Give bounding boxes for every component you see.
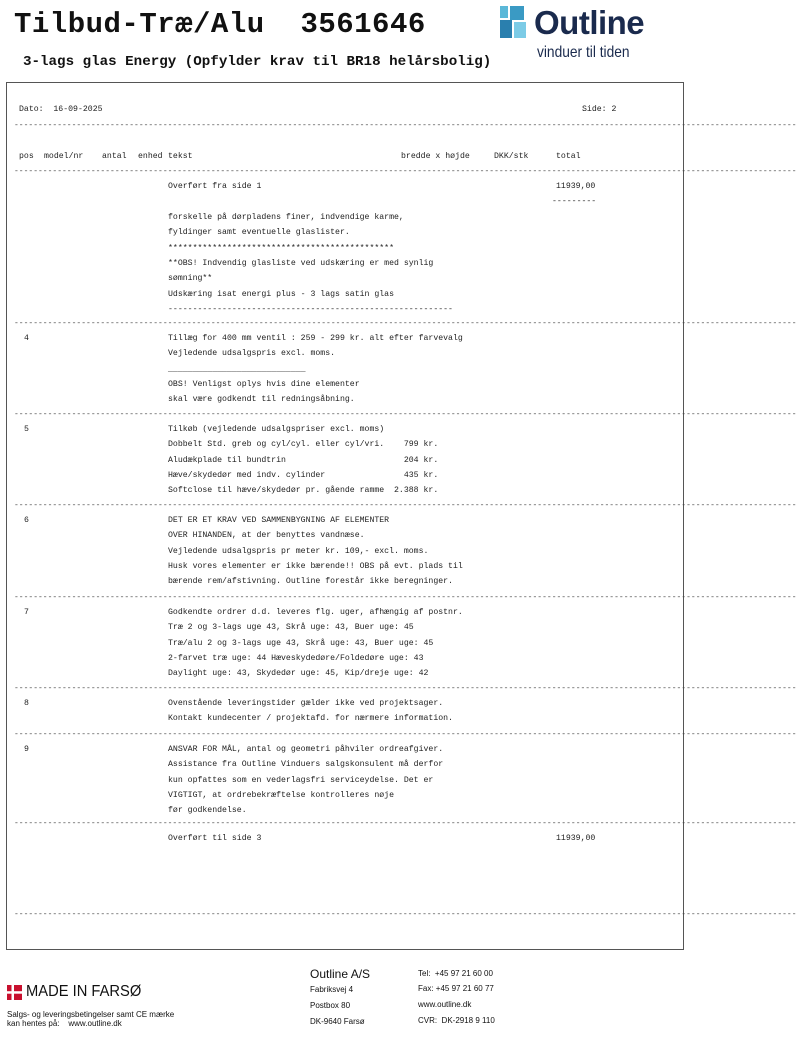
col-header-tekst: tekst: [168, 152, 193, 161]
text-line: **OBS! Indvendig glasliste ved udskæring er med synlig: [168, 258, 434, 268]
item-pos: 8: [24, 699, 29, 708]
website-link[interactable]: www.outline.dk: [418, 1000, 472, 1009]
phone-number: Tel: +45 97 21 60 00: [418, 969, 493, 978]
item-text-line: VIGTIGT, at ordrebekræftelse kontrolleres nøje: [168, 790, 395, 800]
terms-line-2: kan hentes på: www.outline.dk: [7, 1019, 122, 1028]
item-pos: 4: [24, 334, 29, 343]
address-line-2: Postbox 80: [310, 1001, 351, 1010]
window-squares-icon: [500, 6, 530, 40]
item-text-line: OBS! Venligst oplys hvis dine elementer: [168, 379, 360, 389]
col-header-total: total: [556, 152, 581, 161]
carried-to-label: Overført til side 3: [168, 834, 262, 843]
made-in-label: MADE IN FARSØ: [26, 983, 142, 1000]
item-text-line: Tilkøb (vejledende udsalgspriser excl. moms): [168, 425, 385, 434]
col-header-dkk: DKK/stk: [494, 152, 529, 161]
separator-line: -------------------------------------------------------------------------------------------------------------------------------------------------------------------: [14, 684, 797, 693]
item-text-line: Ovenstående leveringstider gælder ikke ved projektsager.: [168, 699, 444, 708]
text-line: forskelle på dørpladens finer, indvendige karme,: [168, 213, 404, 222]
cvr-number: CVR: DK-2918 9 110: [418, 1016, 495, 1025]
item-text-line: Træ 2 og 3-lags uge 43, Skrå uge: 43, Buer uge: 45: [168, 623, 414, 633]
item-text-line: Godkendte ordrer d.d. leveres flg. uger, afhængig af postnr.: [168, 608, 463, 617]
text-line: Udskæring isat energi plus - 3 lags satin glas: [168, 289, 395, 299]
separator-line: -------------------------------------------------------------------------------------------------------------------------------------------------------------------: [14, 593, 797, 602]
item-pos: 5: [24, 425, 29, 434]
separator-line: -------------------------------------------------------------------------------------------------------------------------------------------------------------------: [14, 730, 797, 739]
date-label: Dato: 16-09-2025: [19, 105, 103, 114]
fax-number: Fax: +45 97 21 60 77: [418, 984, 494, 993]
item-text-line: bærende rem/afstivning. Outline forestår ikke beregninger.: [168, 577, 453, 587]
item-text-line: ____________________________: [168, 364, 306, 374]
col-header-antal: antal: [102, 152, 127, 161]
separator-line: -------------------------------------------------------------------------------------------------------------------------------------------------------------------: [14, 501, 797, 510]
separator-line: -------------------------------------------------------------------------------------------------------------------------------------------------------------------: [14, 121, 797, 130]
text-line: fyldinger samt eventuelle glaslister.: [168, 228, 350, 238]
company-name: Outline A/S: [310, 967, 371, 981]
separator-line: -------------------------------------------------------------------------------------------------------------------------------------------------------------------: [14, 167, 797, 176]
text-line: ----------------------------------------------------------: [168, 304, 453, 314]
address-line-1: Fabriksvej 4: [310, 985, 354, 994]
item-text-line: før godkendelse.: [168, 806, 247, 816]
carried-from-value: 11939,00: [556, 182, 596, 191]
item-text-line: 2-farvet træ uge: 44 Hæveskydedøre/Foldedøre uge: 43: [168, 653, 424, 663]
item-text-line: Kontakt kundecenter / projektafd. for nærmere information.: [168, 714, 453, 724]
item-text-line: Dobbelt Std. greb og cyl/cyl. eller cyl/vri. 799 kr.: [168, 440, 439, 450]
item-text-line: kun opfattes som en vederlagsfri serviceydelse. Det er: [168, 775, 434, 785]
item-text-line: Daylight uge: 43, Skydedør uge: 45, Kip/dreje uge: 42: [168, 669, 429, 679]
terms-line-1: Salgs- og leveringsbetingelser samt CE mærke: [7, 1010, 175, 1019]
item-text-line: Tillæg for 400 mm ventil : 259 - 299 kr. alt efter farvevalg: [168, 334, 463, 343]
carried-from-label: Overført fra side 1: [168, 182, 262, 191]
item-text-line: skal være godkendt til redningsåbning.: [168, 395, 355, 405]
col-header-enhed: enhed: [138, 152, 163, 161]
document-title: Tilbud-Træ/Alu 3561646: [14, 8, 426, 41]
separator-line: -------------------------------------------------------------------------------------------------------------------------------------------------------------------: [14, 910, 797, 919]
item-text-line: ANSVAR FOR MÅL, antal og geometri påhviler ordreafgiver.: [168, 745, 444, 754]
text-line: **********************************************: [168, 243, 395, 253]
col-header-pos: pos: [19, 152, 34, 161]
carried-to-value: 11939,00: [556, 834, 596, 843]
item-text-line: OVER HINANDEN, at der benyttes vandnæse.: [168, 531, 365, 541]
item-text-line: Assistance fra Outline Vinduers salgskonsulent må derfor: [168, 760, 444, 770]
document-subtitle: 3-lags glas Energy (Opfylder krav til BR18 helårsbolig): [23, 54, 492, 70]
item-text-line: Vejledende udsalgspris pr meter kr. 109,- excl. moms.: [168, 546, 429, 556]
col-header-bredde: bredde x højde: [401, 152, 470, 161]
separator-line: -------------------------------------------------------------------------------------------------------------------------------------------------------------------: [14, 410, 797, 419]
item-text-line: Husk vores elementer er ikke bærende!! OBS på evt. plads til: [168, 561, 463, 571]
page-number: Side: 2: [582, 105, 617, 114]
item-text-line: Hæve/skydedør med indv. cylinder 435 kr.: [168, 470, 439, 480]
address-line-3: DK-9640 Farsø: [310, 1017, 365, 1026]
item-pos: 9: [24, 745, 29, 754]
item-pos: 6: [24, 516, 29, 525]
item-text-line: Vejledende udsalgspris excl. moms.: [168, 349, 336, 359]
danish-flag-icon: [7, 985, 22, 1000]
item-text-line: Aludækplade til bundtrin 204 kr.: [168, 455, 439, 465]
item-text-line: Softclose til hæve/skydedør pr. gående ramme 2.388 kr.: [168, 486, 439, 496]
text-line: sømning**: [168, 274, 213, 284]
item-text-line: DET ER ET KRAV VED SAMMENBYGNING AF ELEMENTER: [168, 516, 390, 525]
separator-line: -------------------------------------------------------------------------------------------------------------------------------------------------------------------: [14, 319, 797, 328]
sum-underline: ---------: [552, 197, 597, 206]
logo-tagline: vinduer til tiden: [537, 44, 630, 61]
logo-wordmark: Outline: [534, 4, 645, 41]
col-header-model: model/nr: [44, 152, 84, 161]
item-pos: 7: [24, 608, 29, 617]
item-text-line: Træ/alu 2 og 3-lags uge 43, Skrå uge: 43, Buer uge: 45: [168, 638, 434, 648]
separator-line: -------------------------------------------------------------------------------------------------------------------------------------------------------------------: [14, 819, 797, 828]
outline-logo: [500, 6, 670, 66]
